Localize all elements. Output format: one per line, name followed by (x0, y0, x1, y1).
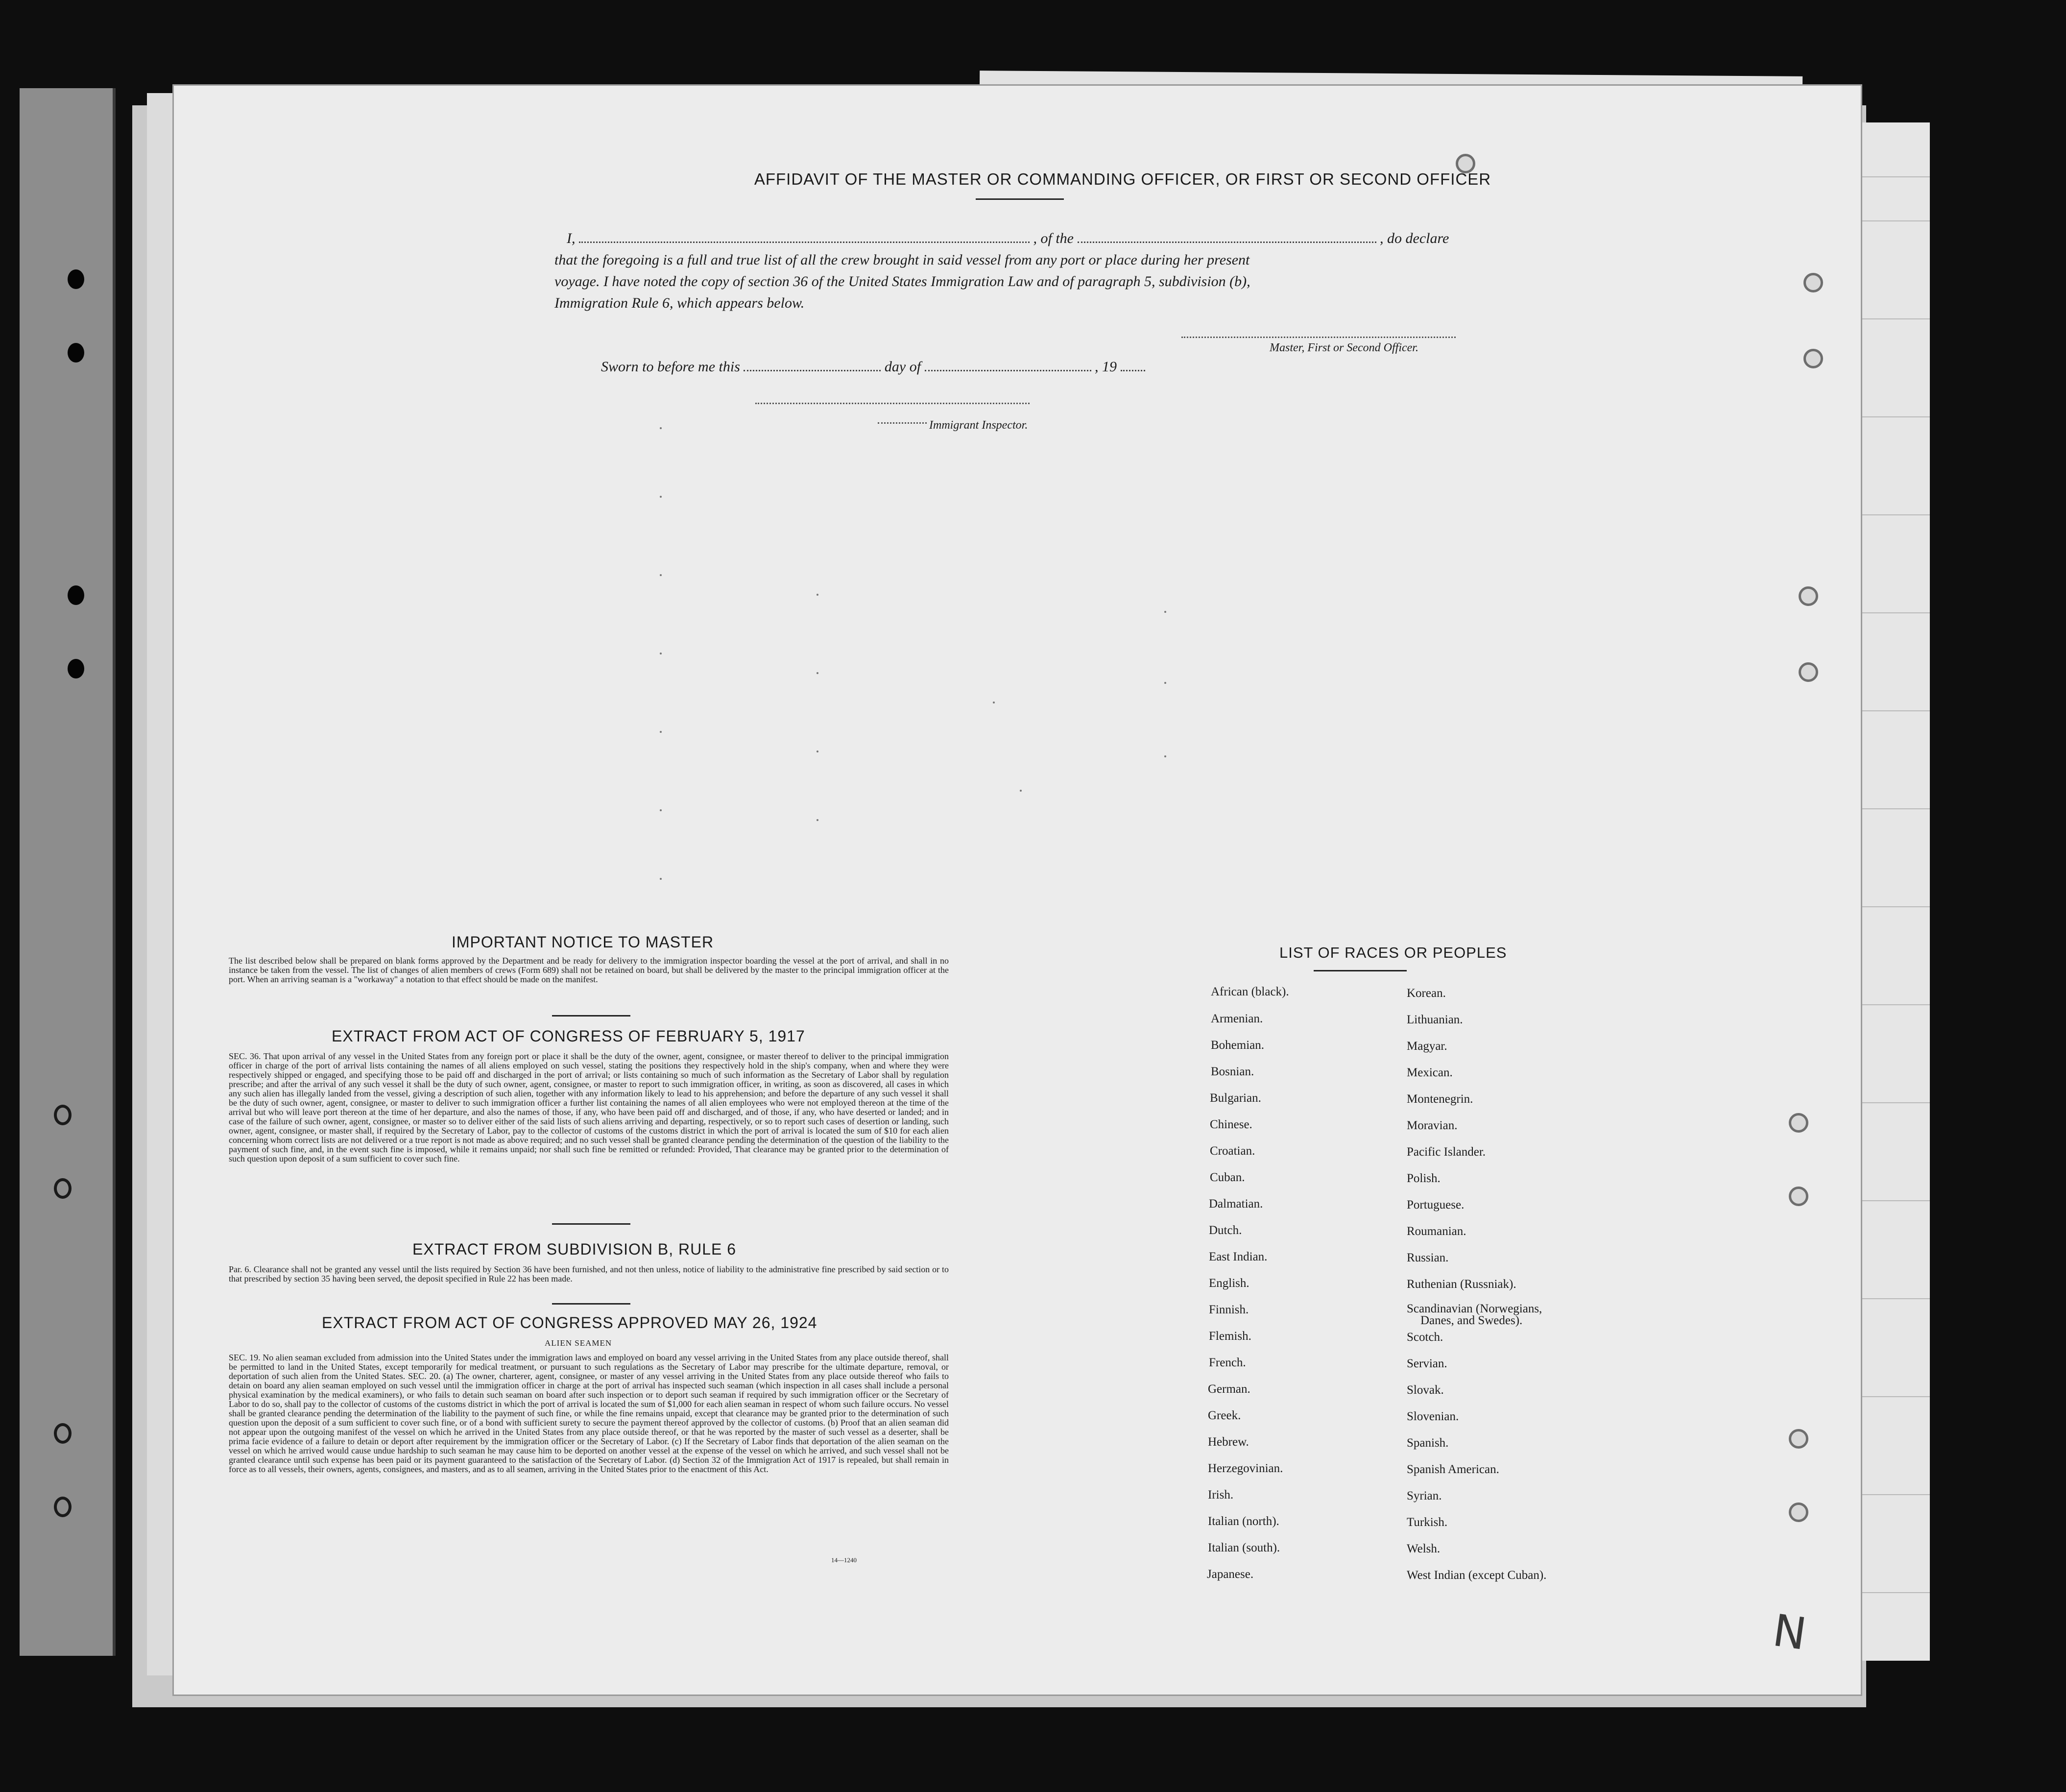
race-item: Chinese. (1210, 1118, 1252, 1131)
manifest-sheet (172, 84, 1862, 1696)
punch-hole (1799, 662, 1818, 682)
affidavit-i: I, (567, 230, 576, 246)
race-item: Flemish. (1209, 1330, 1251, 1343)
race-item: Bohemian. (1211, 1039, 1265, 1052)
race-item: West Indian (except Cuban). (1407, 1569, 1547, 1582)
affidavit-line-2: that the foregoing is a full and true list of all the crew brought in said vessel from any port or place during her present (554, 252, 1250, 268)
punch-hole (1799, 586, 1818, 606)
race-item: Roumanian. (1407, 1225, 1466, 1238)
race-item: Danes, and Swedes). (1420, 1314, 1523, 1327)
race-item: Russian. (1407, 1251, 1449, 1264)
race-item: Croatian. (1210, 1144, 1255, 1158)
inspector-label: Immigrant Inspector. (929, 419, 1028, 432)
race-item: Armenian. (1211, 1012, 1263, 1025)
sworn-day-blank (744, 360, 881, 371)
race-item: French. (1209, 1356, 1246, 1369)
race-item: Moravian. (1407, 1119, 1458, 1132)
race-item: Dutch. (1209, 1224, 1242, 1237)
punch-hole (1789, 1187, 1808, 1206)
race-item: Pacific Islander. (1407, 1145, 1486, 1159)
race-item: English. (1209, 1277, 1249, 1290)
binder-hole (68, 659, 84, 678)
race-item: Magyar. (1407, 1040, 1447, 1053)
race-item: Slovak. (1407, 1383, 1444, 1397)
race-item: Syrian. (1407, 1489, 1442, 1502)
sworn-text: Sworn to before me this (601, 359, 740, 375)
race-item: Polish. (1407, 1172, 1441, 1185)
extract-1924-body: SEC. 19. No alien seaman excluded from admission into the United States under the immigration laws and employed on board any vessel arriving in the United States from any place outside thereof, shall be permitted to land in the United States, except temporarily for medical treatment, or pursuant to such regulations as the Secretary of Labor may prescribe for the ultimate departure, removal, or deportation of such alien from the United States. SEC. 20. (a) The owner, charterer, agent, consignee, or master of any vessel arriving in the United States from any place outside thereof who fails to detain on board any alien seaman employed on such vessel until the immigration officer in charge at the port of arrival has inspected such seaman (which inspection in all cases shall include a personal physical examination by the medical examiners), or who fails to detain such seaman on board after such inspection or to deport such seaman if required by such immigration officer or the Secretary of Labor to do so, shall pay to the collector of customs of the customs district in which the port of arrival is located the sum of $1,000 for each alien seaman in respect of whom such failure occurs. No vessel shall be granted clearance pending the determination of the liability to the payment of such fine, or while the fine remains unpaid, except that clearance may be granted prior to the determination of such question upon the deposit of a sum sufficient to cover such fine, or of a bond with sufficient surety to secure the payment thereof approved by the collector of customs. (b) Proof that an alien seaman did not appear upon the outgoing manifest of the vessel on which he arrived in the United States from any place outside thereof, or that he was reported by the master of such vessel as a deserter, shall be prima facie evidence of a failure to detain or deport after requirement by the immigration officer or the Secretary of Labor. (c) If the Secretary of Labor finds that deportation of the alien seaman on the vessel on which he arrived would cause undue hardship to such seaman he may cause him to be deported on another vessel at the expense of the vessel on which he arrived, and such vessel shall not be granted clearance until such expense has been paid or its payment guaranteed to the satisfaction of the Secretary of Labor. (d) Section 32 of the Immigration Act of 1917 is repealed, but shall remain in force as to all vessels, their owners, agents, consignees, and masters, and as to all seamen, arriving in the United States prior to the enactment of this Act. (229, 1353, 949, 1474)
affidavit-of-the: , of the (1033, 230, 1074, 246)
master-signature-label: Master, First or Second Officer. (1270, 341, 1418, 354)
race-item: Bulgarian. (1210, 1091, 1261, 1105)
vessel-blank (1078, 232, 1376, 243)
race-item: Slovenian. (1407, 1410, 1459, 1423)
races-title: LIST OF RACES OR PEOPLES (1279, 944, 1507, 961)
race-item: Cuban. (1210, 1171, 1245, 1184)
alien-seamen-heading: ALIEN SEAMEN (545, 1338, 612, 1348)
handwritten-mark: N (1770, 1604, 1810, 1661)
extract-1917-title: EXTRACT FROM ACT OF CONGRESS OF FEBRUARY 5, 1917 (332, 1027, 805, 1045)
title-rule (976, 198, 1064, 200)
race-item: Scandinavian (Norwegians, (1407, 1302, 1542, 1315)
race-item: Irish. (1208, 1488, 1234, 1501)
race-item: Turkish. (1407, 1516, 1448, 1529)
affidavit-line-1 (567, 230, 1449, 247)
race-item: Montenegrin. (1407, 1092, 1473, 1106)
sworn-line (601, 359, 1145, 375)
race-item: Spanish American. (1407, 1463, 1499, 1476)
section-rule (552, 1303, 630, 1305)
sworn-day-of: day of (884, 359, 921, 375)
race-item: East Indian. (1209, 1250, 1268, 1263)
punch-hole (1803, 349, 1823, 368)
race-item: Dalmatian. (1209, 1197, 1263, 1211)
binder-hole (68, 585, 84, 605)
section-rule (552, 1015, 630, 1017)
race-item: Japanese. (1207, 1568, 1254, 1581)
section-rule (552, 1223, 630, 1225)
race-item: Servian. (1407, 1357, 1447, 1370)
race-item: Hebrew. (1208, 1435, 1249, 1449)
punch-hole (1789, 1502, 1808, 1522)
sworn-year: , 19 (1095, 359, 1117, 375)
binder-hole (68, 343, 84, 363)
affidavit-declare: , do declare (1380, 230, 1449, 246)
race-item: Scotch. (1407, 1331, 1443, 1344)
race-item: Spanish. (1407, 1436, 1449, 1450)
punch-hole (1789, 1113, 1808, 1133)
binder-hole (54, 1105, 72, 1125)
affidavit-line-3: voyage. I have noted the copy of section 36 of the United States Immigration Law and of paragraph 5, subdivision (b), (554, 273, 1250, 290)
race-item: Italian (south). (1208, 1541, 1280, 1554)
binder-strip (20, 88, 116, 1656)
race-item: Mexican. (1407, 1066, 1453, 1079)
race-item: Bosnian. (1211, 1065, 1254, 1078)
race-item: African (black). (1211, 985, 1289, 998)
race-item: Greek. (1208, 1409, 1241, 1422)
race-item: German. (1208, 1382, 1250, 1396)
extract-1924-title: EXTRACT FROM ACT OF CONGRESS APPROVED MAY 26, 1924 (322, 1314, 817, 1332)
notice-body: The list described below shall be prepared on blank forms approved by the Department and be ready for delivery to the immigration inspector boarding the vessel at the port of arrival, and shall in no instance be taken from the vessel. The list of changes of alien members of crews (Form 689) shall not be retained on board, but shall be delivered by the master to the principal immigration officer at the port. When an arriving seaman is a "workaway" a notation to that effect should be made on the manifest. (229, 956, 949, 984)
rule6-title: EXTRACT FROM SUBDIVISION B, RULE 6 (412, 1240, 737, 1258)
punch-hole (1789, 1429, 1808, 1449)
rule6-body: Par. 6. Clearance shall not be granted any vessel until the lists required by Section 36 have been furnished, and not then unless, notice of liability to the administrative fine prescribed by said section or to that prescribed by section 35 having been served, the deposit specified in Rule 22 has been made. (229, 1264, 949, 1283)
inspector-signature-line (755, 403, 1030, 404)
race-item: Korean. (1407, 987, 1446, 1000)
races-rule (1314, 970, 1407, 971)
notice-title: IMPORTANT NOTICE TO MASTER (452, 933, 714, 951)
race-item: Welsh. (1407, 1542, 1441, 1555)
inspector-signature-line-short (878, 422, 927, 424)
sworn-month-blank (925, 360, 1091, 371)
binder-hole (54, 1423, 72, 1444)
extract-1917-body: SEC. 36. That upon arrival of any vessel in the United States from any foreign port or place it shall be the duty of the owner, agent, consignee, or master thereof to deliver to the principal immigration officer in charge of the port of arrival lists containing the names of all aliens employed on such vessel, stating the positions they respectively hold in the ship's company, when and where they were respectively shipped or engaged, and specifying those to be paid off and discharged in the port of arrival; or lists containing so much of such information as the Secretary of Labor shall by regulation prescribe; and after the arrival of any such vessel it shall be the duty of such owner, agent, consignee, or master to report to such immigration officer, in writing, as soon as discovered, all cases in which any such alien has illegally landed from the vessel, giving a description of such alien, together with any information likely to lead to his apprehension; and before the departure of any such vessel it shall be the duty of such owner, agent, consignee, or master to deliver to such immigration officer a further list containing the names of all alien employees who were not employed thereon at the time of the arrival but who will leave port thereon at the time of her departure, and also the names of those, if any, who have been paid off and discharged, and of those, if any, who have deserted or landed; and in case of the failure of such owner, agent, consignee, or master so to deliver either of the said lists of such aliens arriving and departing, respectively, or so to report such cases of desertion or landing, such owner, agent, consignee, or master shall, if required by the Secretary of Labor, pay to the collector of customs of the customs district in which the port of arrival is located the sum of $10 for each alien concerning whom correct lists are not delivered or a true report is not made as above required; and no such vessel shall be granted clearance pending the determination of the question of the liability to the payment of such fine, and, in the event such fine is imposed, while it remains unpaid; nor shall such fine be remitted or refunded: Provided, That clearance may be granted prior to the determination of such question upon deposit of a sum sufficient to cover such fine. (229, 1051, 949, 1163)
form-number: 14—1240 (831, 1556, 857, 1564)
binder-hole (54, 1178, 72, 1199)
race-item: Lithuanian. (1407, 1013, 1463, 1026)
master-signature-line (1181, 337, 1456, 338)
race-item: Ruthenian (Russniak). (1407, 1278, 1516, 1291)
race-item: Portuguese. (1407, 1198, 1465, 1211)
race-item: Finnish. (1209, 1303, 1249, 1316)
race-item: Herzegovinian. (1208, 1462, 1283, 1475)
affidavit-title: AFFIDAVIT OF THE MASTER OR COMMANDING OFFICER, OR FIRST OR SECOND OFFICER (754, 170, 1491, 188)
binder-hole (54, 1497, 72, 1517)
race-item: Italian (north). (1208, 1515, 1279, 1528)
name-blank (579, 232, 1030, 243)
punch-hole (1803, 273, 1823, 292)
binder-hole (68, 269, 84, 289)
sworn-year-blank (1121, 360, 1145, 371)
affidavit-line-4: Immigration Rule 6, which appears below. (554, 295, 805, 311)
